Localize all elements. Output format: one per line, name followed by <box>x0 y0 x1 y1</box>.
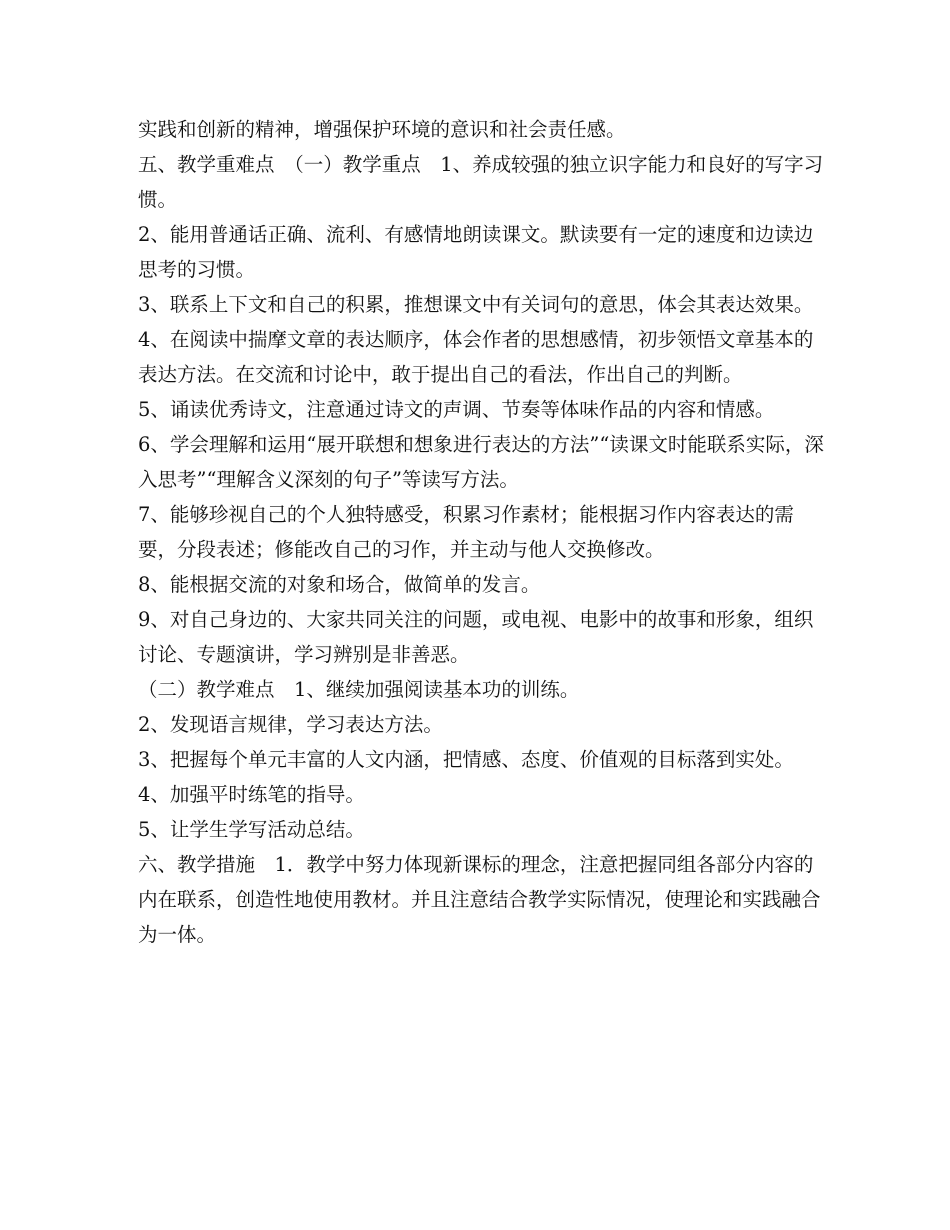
paragraph-section-6-measures: 六、教学措施 1．教学中努力体现新课标的理念，注意把握同组各部分内容的内在联系，创造性地使用教材。并且注意结合教学实际情况，使理论和实践融合为一体。 <box>138 853 821 946</box>
paragraph-difficulty-heading: （二）教学难点 1、继续加强阅读基本功的训练。 <box>138 678 580 701</box>
paragraph-section-5-heading: 五、教学重难点 （一）教学重点 1、养成较强的独立识字能力和良好的写字习惯。 <box>138 153 824 211</box>
paragraph-difficulty-2: 2、发现语言规律，学习表达方法。 <box>138 713 443 736</box>
paragraph-key-point-8: 8、能根据交流的对象和场合，做简单的发言。 <box>138 573 541 596</box>
paragraph-key-point-2: 2、能用普通话正确、流利、有感情地朗读课文。默读要有一定的速度和边读边思考的习惯。 <box>138 223 814 281</box>
document-body <box>138 112 828 952</box>
paragraph-key-point-4: 4、在阅读中揣摩文章的表达顺序，体会作者的思想感情，初步领悟文章基本的表达方法。在交流和讨论中，敢于提出自己的看法，作出自己的判断。 <box>138 328 814 386</box>
paragraph-key-point-7: 7、能够珍视自己的个人独特感受，积累习作素材；能根据习作内容表达的需要，分段表述；修能改自己的习作，并主动与他人交换修改。 <box>138 503 794 561</box>
paragraph-difficulty-4: 4、加强平时练笔的指导。 <box>138 783 365 806</box>
paragraph-key-point-5: 5、诵读优秀诗文，注意通过诗文的声调、节奏等体味作品的内容和情感。 <box>138 398 775 421</box>
paragraph-difficulty-5: 5、让学生学写活动总结。 <box>138 818 365 841</box>
paragraph-key-point-6: 6、学会理解和运用“展开联想和想象进行表达的方法”“读课文时能联系实际，深入思考”“理解含义深刻的句子”等读写方法。 <box>138 433 824 491</box>
paragraph-key-point-9: 9、对自己身边的、大家共同关注的问题，或电视、电影中的故事和形象，组织讨论、专题演讲，学习辨别是非善恶。 <box>138 608 814 666</box>
paragraph-key-point-3: 3、联系上下文和自己的积累，推想课文中有关词句的意思，体会其表达效果。 <box>138 293 814 316</box>
paragraph-difficulty-3: 3、把握每个单元丰富的人文内涵，把情感、态度、价值观的目标落到实处。 <box>138 748 794 771</box>
paragraph-intro: 实践和创新的精神，增强保护环境的意识和社会责任感。 <box>138 118 626 141</box>
